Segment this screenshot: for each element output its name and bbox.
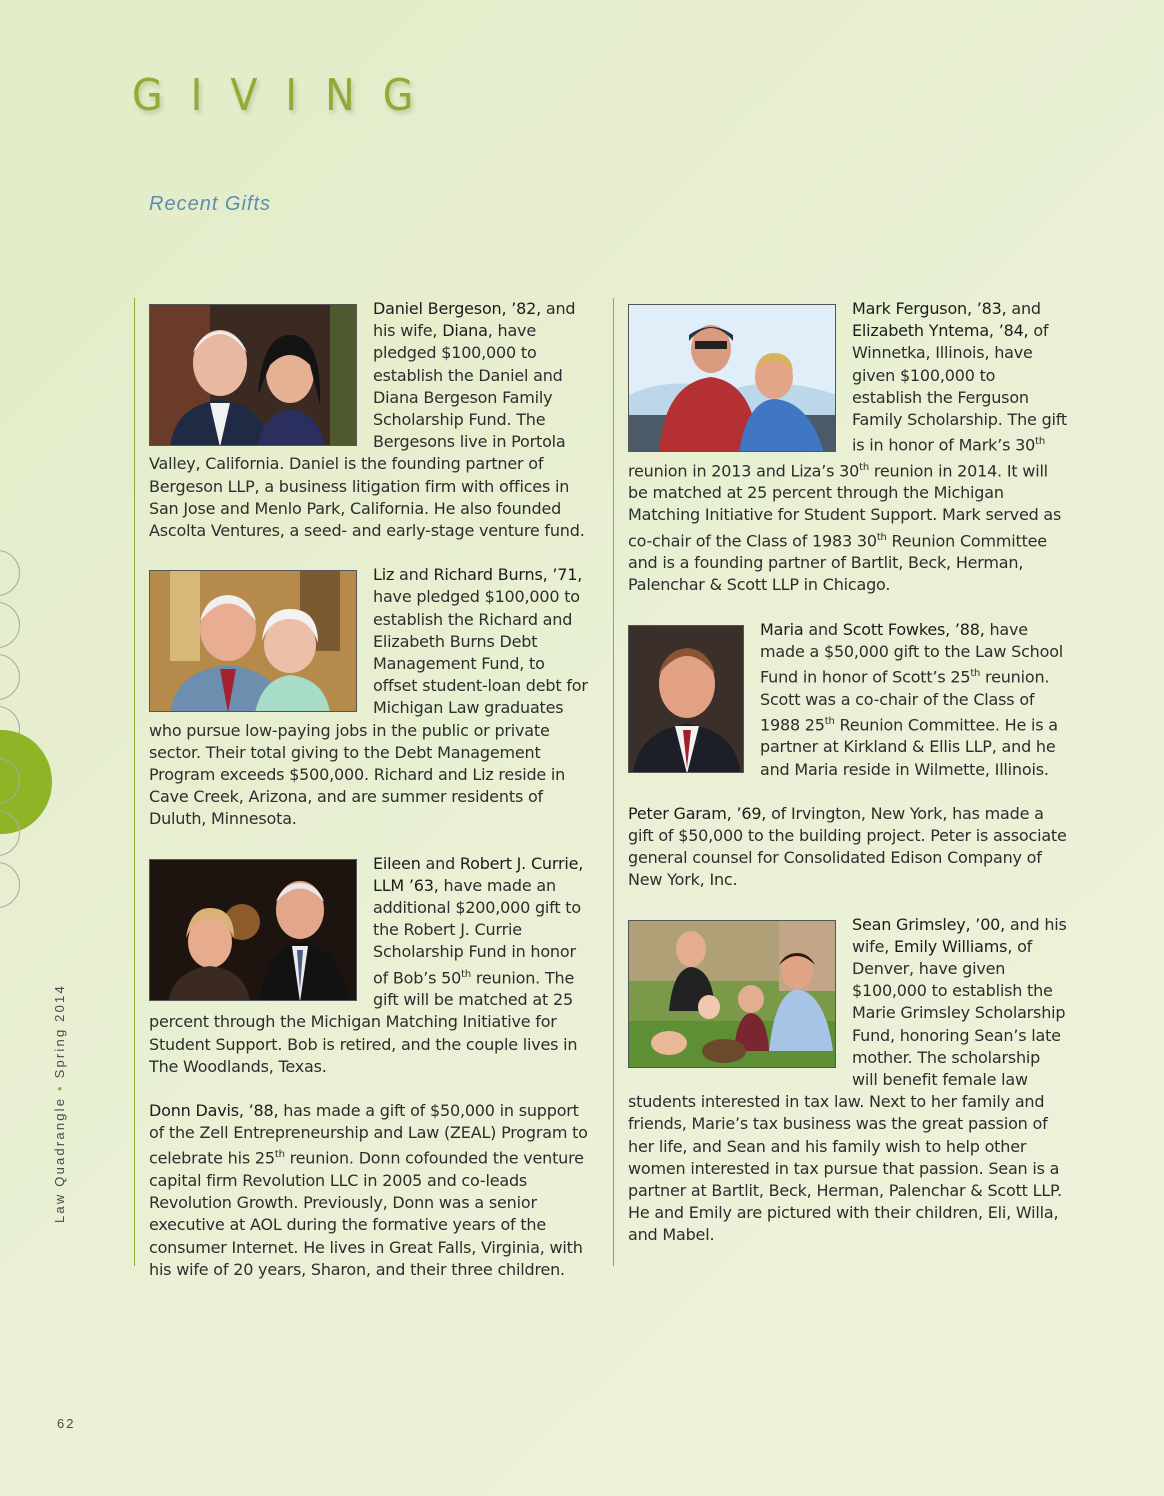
donor-name: Eileen <box>373 853 421 873</box>
issue-label: Spring 2014 <box>52 984 67 1079</box>
donor-name: Elizabeth Yntema, ’84, <box>852 321 1029 341</box>
entry-text: and <box>394 565 434 585</box>
photo-bergeson <box>149 304 357 446</box>
entry-text: reunion in 2013 and Liza’s 30 <box>628 461 860 481</box>
superscript: th <box>1035 436 1045 448</box>
gift-entry <box>628 619 1068 781</box>
entry-text: of Irvington, New York, has made a gift of $50,000 to the building project. Peter is associate general counsel for Consolidated Edison Company of New York, Inc. <box>628 803 1067 890</box>
photo-burns <box>149 570 357 712</box>
entry-text: and his wife, <box>373 299 576 341</box>
donor-name: Diana <box>442 321 488 341</box>
donor-name: Donn Davis, ’88, <box>149 1101 279 1121</box>
separator-dot: • <box>52 1084 67 1091</box>
entry-text: have pledged $100,000 to establish the Richard and Elizabeth Burns Debt Management Fund, to offset student-loan debt for Michigan Law graduates who pursue low-paying jobs in the public or private sector. Their total giving to the Debt Management Program exceeds $500,000. Richard and Liz reside in Cave Creek, Arizona, and are summer residents of Duluth, Minnesota. <box>149 587 588 829</box>
entry-text: reunion. The gift will be matched at 25 percent through the Michigan Matching Initiative for Student Support. Bob is retired, and the couple lives in The Woodlands, Texas. <box>149 968 578 1076</box>
gift-entry <box>149 1100 589 1281</box>
donor-name: Sean Grimsley, ’00, <box>852 914 1006 934</box>
gift-entry <box>628 914 1068 1247</box>
publication-name: Law Quadrangle <box>52 1096 67 1223</box>
entry-text: , have pledged $100,000 to establish the Daniel and Diana Bergeson Family Scholarship Fund. The Bergesons live in Portola Valley, California. Daniel is the founding partner of Bergeson LLP, a business litigation firm with offices in San Jose and Menlo Park, California. He also founded Ascolta Ventures, a seed- and early-stage venture fund. <box>149 321 585 541</box>
entry-text: and <box>420 853 460 873</box>
entry-text: and <box>1006 299 1041 318</box>
right-column <box>613 298 1068 1266</box>
gift-entry <box>149 853 589 1078</box>
entry-text: has made a gift of $50,000 in support of the Zell Entrepreneurship and Law (ZEAL) Program to celebrate his 25 <box>149 1101 588 1168</box>
superscript: th <box>274 1149 285 1161</box>
superscript: th <box>970 668 981 680</box>
entry-text: Reunion Committee. He is a partner at Kirkland & Ellis LLP, and he and Maria reside in Wilmette, Illinois. <box>760 715 1058 779</box>
entry-text: have made a $50,000 gift to the Law School Fund in honor of Scott’s 25 <box>760 619 1064 687</box>
gift-entry <box>149 298 589 542</box>
donor-name: Peter Garam, ’69, <box>628 803 767 823</box>
entry-text: have made an additional $200,000 gift to the Robert J. Currie Scholarship Fund in honor of Bob’s 50 <box>373 875 581 988</box>
superscript: th <box>461 968 471 980</box>
publication-label <box>52 984 67 1223</box>
photo-currie <box>149 859 357 1001</box>
entry-text: and his wife, <box>852 914 1067 956</box>
entry-text: , of Denver, have given $100,000 to establish the Marie Grimsley Scholarship Fund, honoring Sean’s late mother. The scholarship will benefit female law students interested in tax law. Next to her family and friends, Marie’s tax business was the great passion of her life, and Sean and his family wish to help other women interested in tax pursue that passion. Sean is a partner at Bartlit, Beck, Herman, Palenchar & Scott LLP. He and Emily are pictured with their children, Eli, Willa, and Mabel. <box>628 936 1066 1245</box>
section-subtitle: Recent Gifts <box>149 193 272 215</box>
entry-text: Reunion Committee and is a founding partner of Bartlit, Beck, Herman, Palenchar & Scott LLP in Chicago. <box>628 531 1047 595</box>
gift-entry <box>628 803 1068 892</box>
entry-text: reunion. Scott was a co-chair of the Class of 1988 25 <box>760 667 1050 735</box>
chapter-tabs <box>0 550 60 920</box>
donor-name: Scott Fowkes, ’88, <box>842 619 985 639</box>
entry-text: reunion in 2014. It will be matched at 25 percent through the Michigan Matching Initiative for Student Support. Mark served as co-chair of the Class of 1983 30 <box>628 461 1062 551</box>
tab-ring <box>0 550 20 596</box>
photo-ferguson <box>628 304 836 452</box>
superscript: th <box>824 715 835 727</box>
left-column <box>134 298 589 1279</box>
tab-ring <box>0 654 20 700</box>
donor-name: Liz <box>373 565 395 585</box>
photo-fowkes <box>628 625 744 773</box>
gift-entry <box>149 564 589 830</box>
donor-name: Richard Burns, ’71, <box>433 565 583 585</box>
section-title: GIVING <box>132 70 442 121</box>
superscript: th <box>859 461 869 473</box>
tab-ring <box>0 602 20 648</box>
entry-text: of Winnetka, Illinois, have given $100,000 to establish the Ferguson Family Scholarship. The gift is in honor of Mark’s 30 <box>852 321 1068 455</box>
tab-ring <box>0 862 20 908</box>
superscript: th <box>876 531 887 543</box>
photo-grimsley <box>628 920 836 1068</box>
entry-text: and <box>803 619 843 639</box>
donor-name: Emily Williams <box>893 936 1008 956</box>
donor-name: Mark Ferguson, ’83, <box>852 299 1007 318</box>
page-number: 62 <box>57 1416 76 1431</box>
entry-text: reunion. Donn cofounded the venture capital firm Revolution LLC in 2005 and co-leads Revolution Growth. Previously, Donn was a senior executive at AOL during the formative years of the consumer Internet. He lives in Great Falls, Virginia, with his wife of 20 years, Sharon, and their three children. <box>149 1148 584 1279</box>
donor-name: Robert J. Currie, LLM ’63, <box>373 853 584 895</box>
donor-name: Daniel Bergeson, ’82, <box>373 299 541 318</box>
gift-entry <box>628 298 1068 597</box>
donor-name: Maria <box>760 619 804 639</box>
